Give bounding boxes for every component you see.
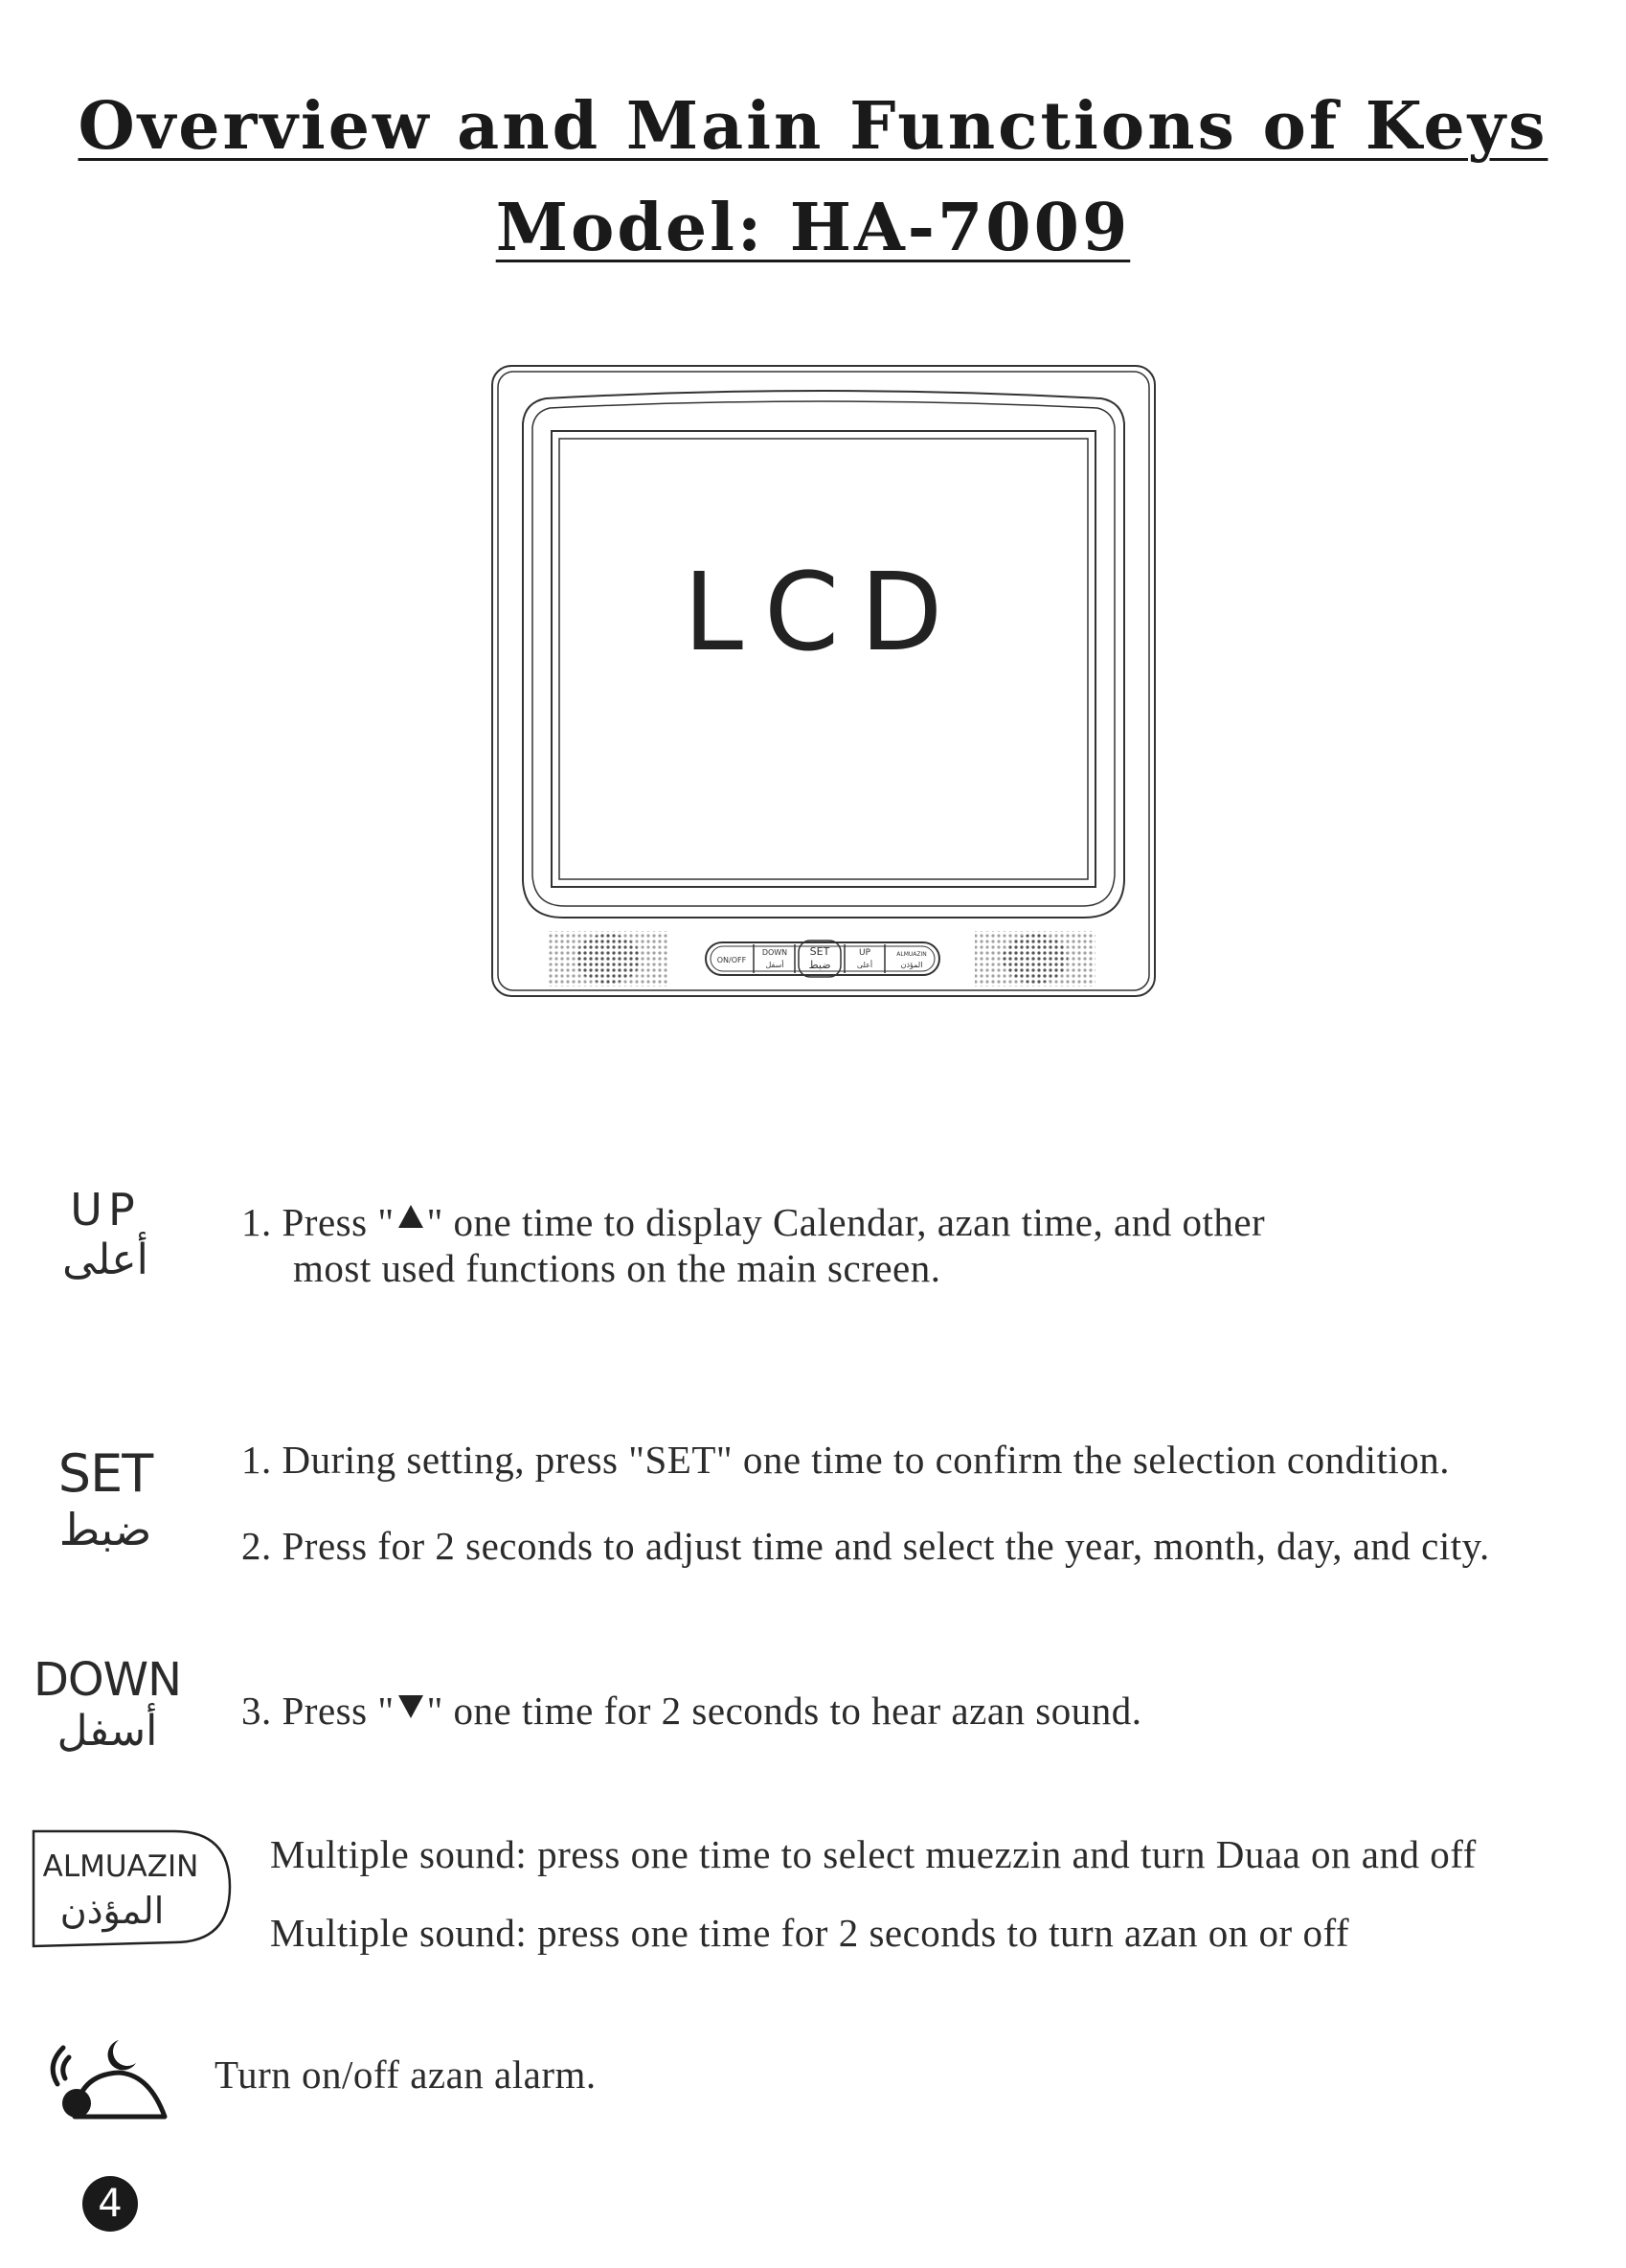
alarm-icon-svg <box>36 2030 170 2126</box>
device-down-ar-label: أسفل <box>765 961 784 969</box>
up-key-label-ar: أعلى <box>62 1236 148 1284</box>
device-up-label: UP <box>858 948 871 958</box>
almuazin-desc-line1: Multiple sound: press one time to select muezzin and turn Duaa on and off <box>270 1832 1477 1876</box>
almuazin-key-badge <box>31 1826 234 1952</box>
device-almuazin-ar-label: المؤذن <box>900 961 923 969</box>
up-desc-line1 <box>241 1199 1265 1245</box>
up-desc-post: " one time to display Calendar, azan time, and other <box>426 1200 1266 1244</box>
device-set-label: SET <box>809 945 830 958</box>
almuazin-label-en: ALMUAZIN <box>42 1849 199 1884</box>
speaker-right-icon <box>975 931 1095 987</box>
device-set-ar-label: ضبط <box>808 959 831 971</box>
up-key-label-en: UP <box>70 1184 141 1236</box>
set-key-label <box>50 1443 161 1555</box>
down-key-label <box>27 1653 188 1756</box>
almuazin-desc-line2: Multiple sound: press one time for 2 seconds to turn azan on or off <box>270 1911 1350 1955</box>
set-key-label-en: SET <box>57 1443 153 1504</box>
up-arrow-icon <box>398 1205 423 1228</box>
set-key-label-ar: ضبط <box>58 1504 152 1555</box>
set-desc-line1: 1. During setting, press "SET" one time to confirm the selection condition. <box>241 1438 1451 1482</box>
alarm-desc-line1: Turn on/off azan alarm. <box>215 2053 597 2097</box>
almuazin-label-ar: المؤذن <box>59 1890 165 1932</box>
device-outline <box>490 364 1157 998</box>
set-desc-line2: 2. Press for 2 seconds to adjust time and select the year, month, day, and city. <box>241 1524 1490 1568</box>
down-desc-line1 <box>241 1688 1141 1734</box>
azan-alarm-icon <box>36 2030 170 2126</box>
up-key-label <box>57 1184 153 1284</box>
down-key-label-ar: أسفل <box>56 1707 158 1756</box>
device-onoff-label: ON/OFF <box>716 956 747 964</box>
lcd-label: LCD <box>683 551 964 675</box>
device-down-label: DOWN <box>761 948 788 957</box>
down-desc-post: " one time for 2 seconds to hear azan sound. <box>426 1689 1142 1733</box>
up-desc-line2: most used functions on the main screen. <box>293 1246 941 1290</box>
model-title-text: Model: HA-7009 <box>495 190 1131 266</box>
up-desc-pre: 1. Press " <box>241 1200 395 1244</box>
page-title-text: Overview and Main Functions of Keys <box>78 88 1548 165</box>
down-desc-pre: 3. Press " <box>241 1689 395 1733</box>
device-illustration <box>490 364 1157 998</box>
down-key-label-en: DOWN <box>33 1653 182 1707</box>
down-arrow-icon <box>398 1695 423 1718</box>
device-up-ar-label: أعلى <box>856 961 873 969</box>
almuazin-badge-shape <box>31 1826 234 1952</box>
page-number: 4 <box>82 2176 138 2232</box>
page-title <box>0 88 1626 165</box>
speaker-left-icon <box>548 931 668 987</box>
model-title <box>0 190 1626 266</box>
device-almuazin-label: ALMUAZIN <box>896 951 927 958</box>
